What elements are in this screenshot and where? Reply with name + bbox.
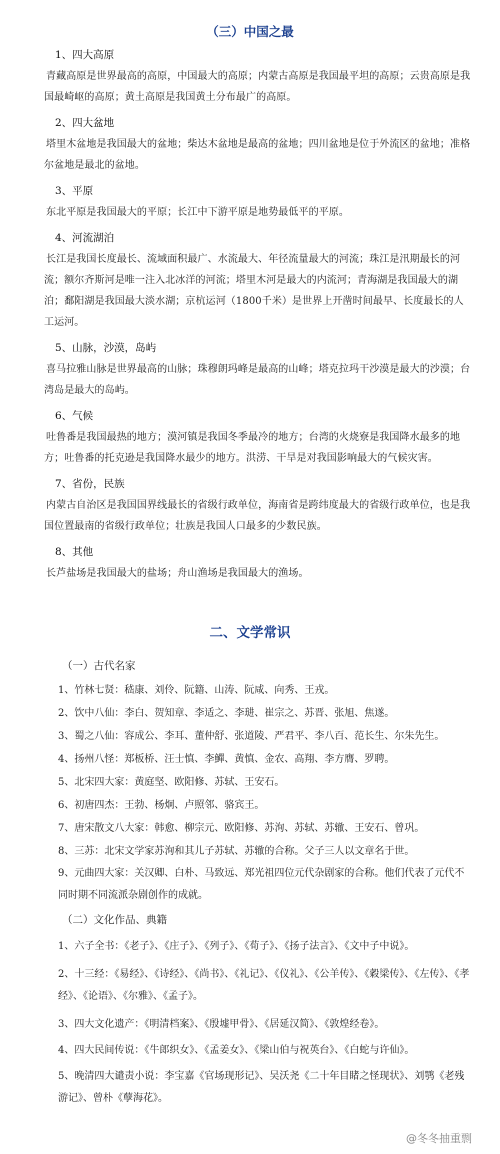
record-heading: 7、省份，民族 xyxy=(55,478,125,490)
subsection-title-cultural-works: （二）文化作品、典籍 xyxy=(62,914,167,926)
list-item: 2、饮中八仙：李白、贺知章、李适之、李琎、崔宗之、苏晋、张旭、焦遂。 xyxy=(58,708,395,719)
record-text: 长芦盐场是我国最大的盐场；舟山渔场是我国最大的渔场。 xyxy=(46,568,309,579)
list-item: 4、四大民间传说：《牛郎织女》、《孟姜女》、《梁山伯与祝英台》、《白蛇与许仙》。 xyxy=(58,1045,415,1056)
list-item: 6、初唐四杰：王勃、杨炯、卢照邻、骆宾王。 xyxy=(58,800,265,811)
record-block xyxy=(0,180,500,223)
section-title-literature: 二、文学常识 xyxy=(209,625,291,641)
china-records-list xyxy=(0,44,500,584)
list-item: 3、四大文化遗产：《明清档案》、《殷墟甲骨》、《居延汉简》、《敦煌经卷》。 xyxy=(58,1019,385,1030)
record-block xyxy=(0,44,500,108)
record-block xyxy=(0,227,500,333)
record-block xyxy=(0,112,500,176)
record-text: 内蒙古自治区是我国国界线最长的省级行政单位，海南省是跨纬度最大的省级行政单位，也是我国位置最南的省级行政单位；壮族是我国人口最多的少数民族。 xyxy=(44,500,471,532)
record-text: 喜马拉雅山脉是世界最高的山脉；珠穆朗玛峰是最高的山峰；塔克拉玛干沙漠是最大的沙漠；台湾岛是最大的岛屿。 xyxy=(44,364,471,396)
cultural-works-list xyxy=(0,936,500,1110)
list-item: 5、北宋四大家：黄庭坚、欧阳修、苏轼、王安石。 xyxy=(58,777,285,788)
list-item: 5、晚清四大谴责小说：李宝嘉《官场现形记》、吴沃尧《二十年目睹之怪现状》、刘鹗《老残游记》、曾朴《孽海花》。 xyxy=(58,1071,465,1104)
list-item: 4、扬州八怪：郑板桥、汪士慎、李鱓、黄慎、金农、高翔、李方膺、罗聘。 xyxy=(58,754,395,765)
record-heading: 4、河流湖泊 xyxy=(55,232,115,244)
record-heading: 6、气候 xyxy=(55,410,94,422)
record-heading: 8、其他 xyxy=(55,546,94,558)
record-block xyxy=(0,541,500,584)
record-heading: 3、平原 xyxy=(55,185,94,197)
list-item: 3、蜀之八仙：容成公、李耳、董仲舒、张道陵、严君平、李八百、范长生、尔朱先生。 xyxy=(58,731,445,742)
list-item: 1、六子全书：《老子》、《庄子》、《列子》、《荀子》、《扬子法言》、《文中子中说》。 xyxy=(58,941,415,952)
record-block xyxy=(0,405,500,469)
watermark: @冬冬抽重剽 xyxy=(406,1132,472,1145)
subsection-title-ancient-masters: （一）古代名家 xyxy=(62,660,136,672)
list-item: 2、十三经：《易经》、《诗经》、《尚书》、《礼记》、《仪礼》、《公羊传》、《穀梁传》、《左传》、《孝经》、《论语》、《尔雅》、《孟子》。 xyxy=(58,969,470,1002)
list-item: 8、三苏：北宋文学家苏洵和其儿子苏轼、苏辙的合称。父子三人以文章名于世。 xyxy=(58,846,415,857)
ancient-masters-list xyxy=(0,679,500,907)
list-item: 7、唐宋散文八大家：韩愈、柳宗元、欧阳修、苏洵、苏轼、苏辙、王安石、曾巩。 xyxy=(58,823,425,834)
record-heading: 1、四大高原 xyxy=(55,49,115,61)
record-text: 塔里木盆地是我国最大的盆地；柴达木盆地是最高的盆地；四川盆地是位于外流区的盆地；准格尔盆地是最北的盆地。 xyxy=(44,139,471,171)
record-text: 青藏高原是世界最高的高原，中国最大的高原；内蒙古高原是我国最平坦的高原；云贵高原是我国最崎岖的高原；黄土高原是我国黄土分布最广的高原。 xyxy=(44,71,471,103)
record-block xyxy=(0,337,500,401)
list-item: 9、元曲四大家：关汉卿、白朴、马致远、郑光祖四位元代杂剧家的合称。他们代表了元代不同时期不同流派杂剧创作的成就。 xyxy=(58,868,465,901)
record-heading: 5、山脉，沙漠，岛屿 xyxy=(55,342,157,354)
record-text: 吐鲁番是我国最热的地方；漠河镇是我国冬季最冷的地方；台湾的火烧寮是我国降水最多的地方；吐鲁番的托克逊是我国降水最少的地方。洪涝、干旱是对我国影响最大的气候灾害。 xyxy=(44,432,461,464)
record-heading: 2、四大盆地 xyxy=(55,117,115,129)
section-title-china-records: （三）中国之最 xyxy=(206,24,294,39)
record-block xyxy=(0,473,500,537)
record-text: 东北平原是我国最大的平原；长江中下游平原是地势最低平的平原。 xyxy=(46,207,349,218)
list-item: 1、竹林七贤：嵇康、刘伶、阮籍、山涛、阮咸、向秀、王戎。 xyxy=(58,685,335,696)
record-text: 长江是我国长度最长、流域面积最广、水流最大、年径流量最大的河流；珠江是汛期最长的河流；额尔齐斯河是唯一注入北冰洋的河流；塔里木河是最大的内流河；青海湖是我国最大的湖泊；鄱阳湖是我国最大淡水湖；京杭运河（1800千米）是世界上开凿时间最早、长度最长的人工运河。 xyxy=(44,254,464,328)
